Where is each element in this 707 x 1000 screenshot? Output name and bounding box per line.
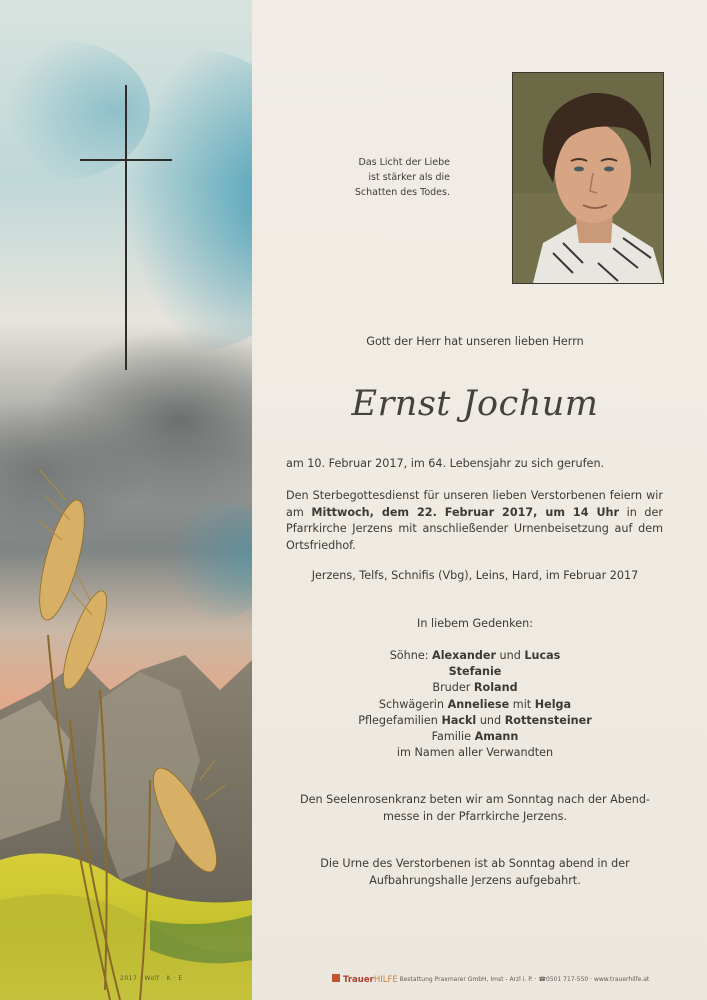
quote-line-1: Das Licht der Liebe	[358, 157, 450, 168]
quote-line-2: ist stärker als die	[368, 172, 450, 183]
funeral-service-text	[286, 488, 663, 554]
trauerhilfe-logo-icon	[332, 974, 340, 982]
artist-signature: 2017 · Wolf · K · E	[120, 975, 183, 982]
family-line-brother: Bruder Roland	[432, 681, 518, 695]
deceased-name: Ernst Jochum	[351, 384, 599, 424]
family-line-sons: Söhne: Alexander und Lucas	[389, 649, 561, 662]
family-line-amann: Familie Amann	[431, 730, 519, 744]
portrait-photo	[512, 72, 664, 284]
footer-brand: Trauer	[343, 975, 374, 985]
family-line-foster-families: Pflegefamilien Hackl und Rottensteiner	[358, 713, 592, 727]
places-and-date: Jerzens, Telfs, Schnifis (Vbg), Leins, Hard, im Februar 2017	[311, 569, 639, 582]
family-line-sister-in-law: Schwägerin Anneliese mit Helga	[378, 697, 572, 711]
quote-line-3: Schatten des Todes.	[354, 187, 450, 198]
service-text-part-2: in der Pfarrkirche Jerzens mit anschließender Urnenbeisetzung auf dem Ortsfriedhof.	[286, 505, 663, 552]
cross-vertical-bar	[125, 85, 127, 370]
footer	[332, 974, 649, 985]
family-list	[270, 648, 680, 761]
service-date: Mittwoch, dem 22. Februar 2017, um 14 Uhr	[311, 505, 620, 519]
rosary-notice: Den Seelenrosenkranz beten wir am Sonntag nach der Abend- messe in der Pfarrkirche Jerzens.	[300, 793, 650, 823]
memorial-quote	[330, 155, 450, 200]
footer-brand-suffix: HILFE	[373, 975, 398, 985]
cross-horizontal-bar	[80, 159, 172, 161]
family-line-stefanie: Stefanie	[448, 665, 502, 679]
footer-contact: Bestattung Praxmarer GmbH, Imst - Arzl i. P. · ☎0501 717-550 · www.trauerhilfe.at	[397, 976, 650, 983]
service-text-part-1: Den Sterbegottesdienst für unseren lieben Verstorbenen feiern wir am	[286, 489, 663, 519]
portrait-illustration	[513, 73, 663, 283]
intro-text: Gott der Herr hat unseren lieben Herrn	[366, 335, 584, 348]
memory-heading: In liebem Gedenken:	[417, 617, 533, 630]
family-line-relatives: im Namen aller Verwandten	[396, 746, 554, 760]
urn-notice: Die Urne des Verstorbenen ist ab Sonntag abend in der Aufbahrungshalle Jerzens aufgebahrt.	[320, 857, 630, 887]
death-notice: am 10. Februar 2017, im 64. Lebensjahr zu sich gerufen.	[286, 457, 605, 470]
